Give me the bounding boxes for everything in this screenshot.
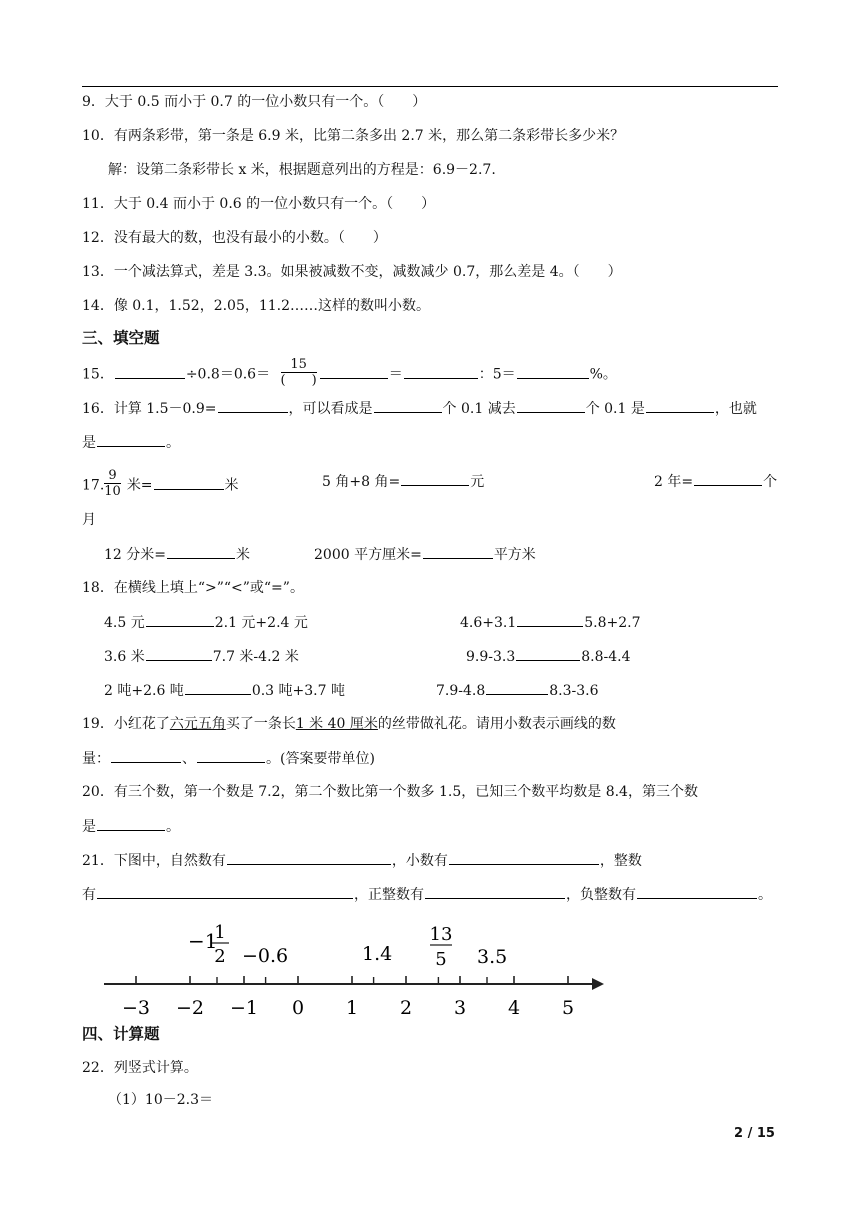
q17-blank-4[interactable] (167, 544, 235, 559)
q18-row-1-left (104, 612, 308, 633)
q16-blank-5[interactable] (97, 432, 165, 447)
q16-text-d: 个 0.1 是 (585, 401, 645, 417)
q21-text-g: 。 (758, 887, 772, 903)
q19-blank-2[interactable] (197, 748, 265, 763)
q18-row-2-right (466, 646, 631, 667)
question-10: 10．有两条彩带，第一条是 6.9 米，比第二条多出 2.7 米，那么第二条彩带长多少米？ (82, 128, 625, 144)
q17-blank-1[interactable] (154, 475, 224, 490)
q17-fraction-numerator: 9 (104, 469, 121, 484)
q18-r2-blank-left[interactable] (146, 646, 212, 661)
q18-r2-l2: 7.7 米-4.2 米 (212, 649, 299, 665)
q15-fraction-denominator[interactable]: ( ) (280, 373, 317, 388)
q21-blank-decimal[interactable] (449, 850, 599, 865)
question-19-cont (82, 748, 375, 769)
q18-r1-l2: 2.1 元+2.4 元 (214, 615, 308, 631)
q16-text-a: 16．计算 1.5－0.9= (82, 401, 217, 417)
q15-text-4: %。 (589, 366, 617, 383)
q17-fraction-denominator: 10 (104, 484, 121, 499)
question-16 (82, 398, 757, 419)
q15-text-3: ：5＝ (478, 366, 516, 383)
q19-text-a: 19．小红花了 (82, 716, 170, 732)
question-17-b (322, 471, 484, 492)
q17-blank-3[interactable] (694, 471, 762, 486)
q20-blank[interactable] (97, 816, 165, 831)
section-3-heading: 三、填空题 (82, 329, 160, 347)
question-21-cont (82, 884, 772, 905)
q18-r1-blank-left[interactable] (146, 612, 214, 627)
q21-text-f: ，负整数有 (566, 887, 636, 903)
q18-r3-blank-right[interactable] (486, 680, 548, 695)
q18-row-1-right (460, 612, 641, 633)
tick-label: 5 (561, 997, 575, 1019)
q20-text-c: 。 (166, 819, 180, 835)
q17-unit-e: 平方米 (493, 547, 536, 563)
section-4-heading: 四、计算题 (82, 1025, 160, 1043)
question-12: 12．没有最大的数，也没有最小的小数。（ ） (82, 230, 387, 246)
q18-r3-blank-left[interactable] (185, 680, 251, 695)
tick-label: −3 (121, 997, 151, 1019)
header-rule (82, 86, 778, 87)
q19-text-b: 买了一条长 (225, 716, 296, 732)
tick-label: 4 (507, 997, 521, 1019)
q15-blank-3[interactable] (404, 364, 478, 379)
question-21 (82, 850, 642, 871)
number-line-figure (96, 910, 616, 1020)
q21-blank-pos-int[interactable] (425, 884, 565, 899)
q17-unit-c: 个 (763, 474, 778, 490)
label-frac-denominator: 5 (435, 949, 447, 970)
label-neg-0-6: −0.6 (242, 945, 289, 967)
q18-r3-r1: 7.9-4.8 (436, 683, 486, 699)
q21-text-a: 21．下图中，自然数有 (82, 853, 226, 869)
question-10-solution: 解：设第二条彩带长 x 米，根据题意列出的方程是：6.9－2.7. (108, 162, 496, 178)
q18-r2-blank-right[interactable] (516, 646, 580, 661)
q17-unit-b: 元 (470, 474, 485, 490)
question-18: 18．在横线上填上“>”“<”或“=”。 (82, 580, 304, 596)
q17-text-e: 2000 平方厘米= (314, 547, 422, 563)
q20-text-b: 是 (82, 819, 96, 835)
question-13: 13．一个减法算式，差是 3.3。如果被减数不变，减数减少 0.7，那么差是 4。（ ） (82, 264, 622, 280)
q15-text-1: ÷0.8＝0.6＝ (185, 366, 271, 383)
question-19 (82, 714, 616, 734)
question-17-d (104, 544, 250, 565)
q15-blank-1[interactable] (115, 364, 185, 379)
q17-unit-d: 米 (236, 547, 250, 563)
q19-underlined-1: 六元五角 (169, 716, 226, 732)
q16-text-f: 是 (82, 435, 96, 451)
q16-blank-2[interactable] (374, 398, 442, 413)
q21-text-b: ，小数有 (391, 853, 448, 869)
q18-r1-blank-right[interactable] (517, 612, 583, 627)
question-15 (82, 357, 617, 389)
q17-text-d: 12 分米= (104, 547, 166, 563)
q19-blank-1[interactable] (111, 748, 181, 763)
q18-row-2-left (104, 646, 299, 667)
question-20: 20．有三个数，第一个数是 7.2，第二个数比第一个数多 1.5，已知三个数平均数是 8.4，第三个数 (82, 784, 698, 800)
q18-r2-r2: 8.8-4.4 (581, 649, 631, 665)
question-20-cont (82, 816, 180, 837)
q15-text-2: ＝ (388, 366, 403, 383)
question-11: 11．大于 0.4 而小于 0.6 的一位小数只有一个。（ ） (82, 196, 436, 212)
q19-underlined-2: 1 米 40 厘米 (295, 716, 378, 732)
label-3-5: 3.5 (477, 946, 508, 968)
tick-label: 0 (291, 997, 305, 1019)
question-14: 14．像 0.1，1.52，2.05，11.2……这样的数叫小数。 (82, 298, 431, 314)
q15-fraction (281, 358, 317, 387)
q18-r3-l2: 0.3 吨+3.7 吨 (251, 683, 345, 699)
q16-text-g: 。 (166, 435, 180, 451)
question-17-e (314, 544, 536, 565)
tick-label: 1 (345, 997, 359, 1019)
q17-blank-2[interactable] (401, 471, 469, 486)
q18-r1-r2: 5.8+2.7 (584, 615, 641, 631)
label-mixed-numerator: 1 (214, 922, 226, 943)
tick-label: −2 (175, 997, 205, 1019)
q21-blank-neg-int[interactable] (637, 884, 757, 899)
q16-text-b: ，可以看成是 (288, 401, 373, 417)
q18-row-3-left (104, 680, 345, 701)
q16-text-c: 个 0.1 减去 (442, 401, 516, 417)
q21-text-c: ，整数 (599, 853, 642, 869)
q19-text-e: 、 (182, 751, 196, 767)
tick-label: 2 (399, 997, 413, 1019)
q17-text-c: 2 年= (654, 474, 694, 490)
q15-blank-2[interactable] (320, 364, 388, 379)
q18-r1-r1: 4.6+3.1 (460, 615, 517, 631)
label-frac-numerator: 13 (429, 924, 453, 945)
q18-r1-l1: 4.5 元 (104, 615, 145, 631)
question-17-c (654, 471, 777, 492)
q18-row-3-right (436, 680, 599, 701)
q17-unit-a: 米 (224, 477, 239, 494)
q18-r3-r2: 8.3-3.6 (549, 683, 599, 699)
q16-blank-1[interactable] (218, 398, 288, 413)
q16-blank-3[interactable] (517, 398, 585, 413)
label-mixed-whole: −1 (188, 929, 218, 953)
tick-label: 3 (453, 997, 467, 1019)
q18-r3-l1: 2 吨+2.6 吨 (104, 683, 184, 699)
tick-label: −1 (229, 997, 259, 1019)
question-17-c-cont: 月 (82, 512, 96, 528)
q19-text-c: 的丝带做礼花。请用小数表示画线的数 (377, 716, 616, 732)
q16-text-e: ，也就 (714, 401, 757, 417)
q15-fraction-numerator: 15 (281, 358, 317, 373)
q19-text-f: 。(答案要带单位) (266, 751, 375, 767)
q16-blank-4[interactable] (646, 398, 714, 413)
q15-number: 15． (82, 366, 114, 383)
page-number: 2 / 15 (734, 1126, 775, 1141)
q21-text-e: ，正整数有 (354, 887, 424, 903)
label-mixed-denominator: 2 (214, 946, 226, 967)
q18-r2-l1: 3.6 米 (104, 649, 145, 665)
question-17 (82, 468, 239, 500)
question-16-cont (82, 432, 180, 453)
q21-text-d: 有 (82, 887, 96, 903)
q17-number: 17. (82, 477, 105, 494)
q17-text-a: 米= (126, 477, 153, 494)
question-22: 22．列竖式计算。 (82, 1060, 198, 1076)
q21-blank-natural[interactable] (227, 850, 391, 865)
q17-fraction (104, 469, 121, 498)
q17-text-b: 5 角+8 角= (322, 474, 401, 490)
q21-blank-integer[interactable] (97, 884, 353, 899)
q19-text-d: 量： (82, 751, 110, 767)
question-9: 9．大于 0.5 而小于 0.7 的一位小数只有一个。（ ） (82, 94, 427, 110)
label-1-4: 1.4 (362, 943, 393, 965)
question-22-part-1: （1）10－2.3＝ (108, 1092, 213, 1108)
q15-blank-4[interactable] (517, 364, 589, 379)
q17-blank-5[interactable] (423, 544, 493, 559)
q18-r2-r1: 9.9-3.3 (466, 649, 516, 665)
